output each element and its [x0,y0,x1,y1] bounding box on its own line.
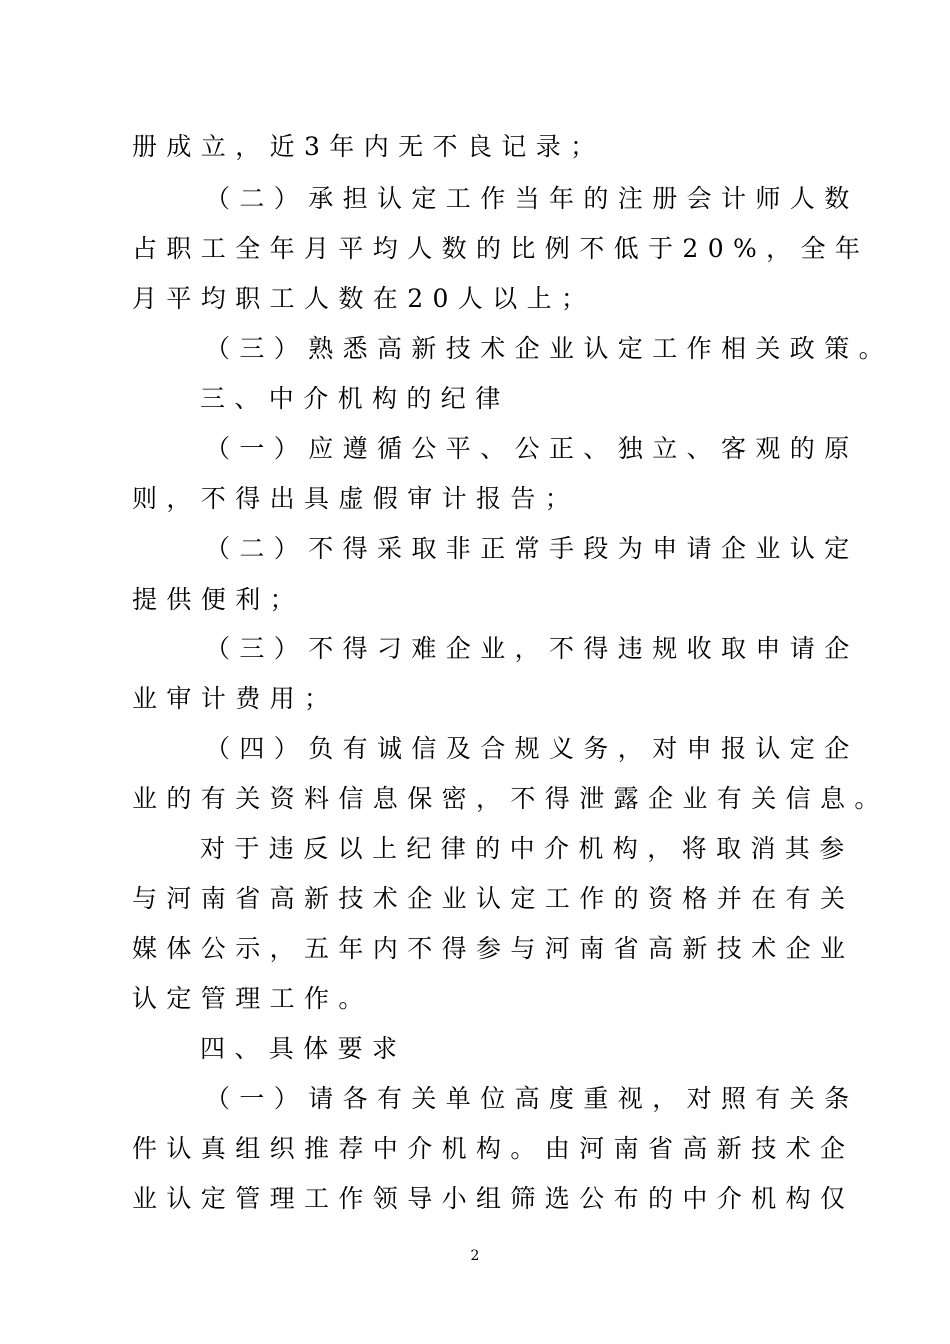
text-line: 媒体公示，五年内不得参与河南省高新技术企业 [132,934,855,963]
text-line: 与河南省高新技术企业认定工作的资格并在有关 [132,884,855,913]
text-line: 件认真组织推荐中介机构。由河南省高新技术企 [132,1134,855,1163]
text-line: 则，不得出具虚假审计报告； [132,484,580,513]
text-line: 业认定管理工作领导小组筛选公布的中介机构仅 [132,1184,855,1213]
text-line: （二）不得采取非正常手段为申请企业认定 [205,534,859,563]
text-line: （一）应遵循公平、公正、独立、客观的原 [205,434,859,463]
text-line: 占职工全年月平均人数的比例不低于20%，全年 [132,234,870,263]
text-line: 对于违反以上纪律的中介机构，将取消其参 [200,834,854,863]
text-line: 提供便利； [132,585,305,614]
text-line: （二）承担认定工作当年的注册会计师人数 [205,184,859,213]
text-line: 业审计费用； [132,684,339,713]
text-line: （一）请各有关单位高度重视，对照有关条 [205,1084,859,1113]
section-heading: 三、中介机构的纪律 [200,384,510,413]
section-heading: 四、具体要求 [200,1034,407,1063]
text-line: 册成立，近3年内无不良记录； [132,132,605,161]
text-line: 业的有关资料信息保密，不得泄露企业有关信息。 [132,784,889,813]
page-number: 2 [470,1248,480,1264]
text-line: 月平均职工人数在20人以上； [132,284,596,313]
text-line: （三）熟悉高新技术企业认定工作相关政策。 [205,334,894,363]
text-line: 认定管理工作。 [132,984,373,1013]
text-line: （三）不得刁难企业，不得违规收取申请企 [205,634,859,663]
text-line: （四）负有诚信及合规义务，对申报认定企 [205,734,859,763]
